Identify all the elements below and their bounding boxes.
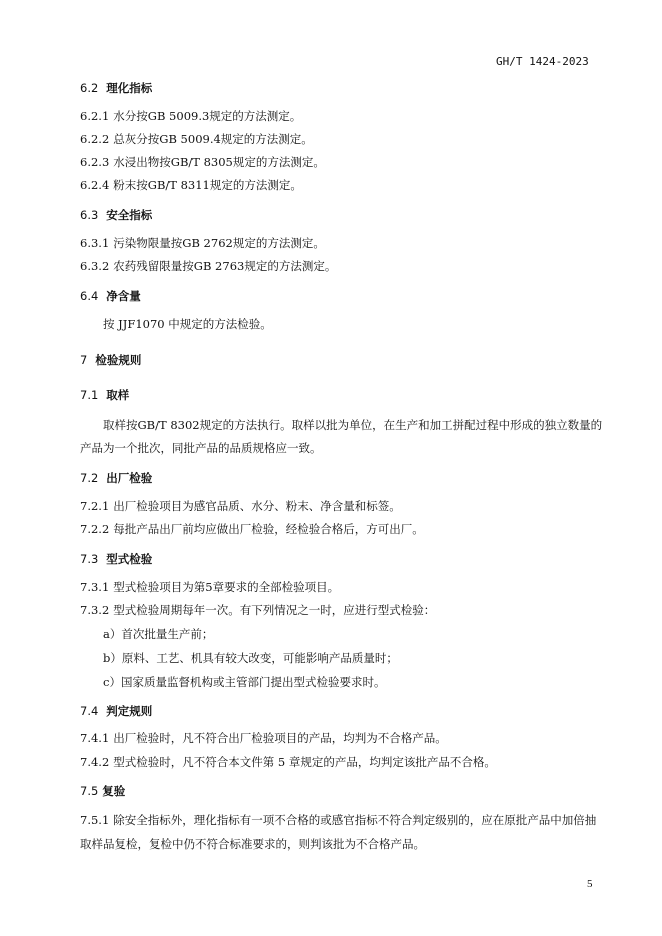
heading-7-4 [80,703,152,719]
clause-number: 6.2.2 [80,132,110,146]
page-number: 5 [587,878,593,890]
clause-text: 粉末按GB/T 8311规定的方法测定。 [113,178,302,192]
list-text: 首次批量生产前； [121,627,214,641]
clause-7-2-1 [80,498,401,514]
section-number: 7.5 [80,784,99,798]
section-title: 判定规则 [106,704,153,718]
heading-7-1 [80,387,129,403]
clause-number: 7.4.2 [80,755,110,769]
clause-7-3-2 [80,602,435,618]
clause-text: 每批产品出厂前均应做出厂检验，经检验合格后，方可出厂。 [113,522,424,536]
section-title: 出厂检验 [106,471,153,485]
clause-number: 7.5.1 [80,813,110,827]
list-item-a [103,626,213,642]
list-marker: b） [103,651,122,665]
clause-number: 6.3.2 [80,259,110,273]
list-marker: c） [103,675,121,689]
section-title: 安全指标 [106,208,153,222]
list-item-c [103,674,385,690]
clause-number: 7.4.1 [80,731,110,745]
heading-6-3 [80,207,152,223]
section-number: 7 [80,353,88,367]
section-number: 6.4 [80,289,99,303]
paragraph-7-1-line1: 取样按GB/T 8302规定的方法执行。取样以批为单位，在生产和加工拼配过程中形成的独立数量的 [103,418,603,432]
section-number: 7.4 [80,704,99,718]
section-number: 7.3 [80,552,99,566]
clause-number: 7.2.1 [80,499,110,513]
heading-7-3 [80,551,152,567]
section-title: 复验 [102,784,126,798]
section-number: 6.2 [80,81,99,95]
clause-6-2-2 [80,131,313,147]
clause-7-4-2 [80,754,496,770]
clause-number: 6.3.1 [80,236,110,250]
clause-number: 6.2.3 [80,155,110,169]
clause-6-3-1 [80,235,325,251]
heading-7 [80,352,141,368]
section-number: 7.1 [80,388,99,402]
list-text: 国家质量监督机构或主管部门提出型式检验要求时。 [120,675,386,689]
clause-text: 出厂检验项目为感官品质、水分、粉末、净含量和标签。 [113,499,401,513]
paragraph-7-1-line2: 产品为一个批次，同批产品的品质规格应一致。 [80,441,322,455]
clause-7-3-1 [80,579,339,595]
clause-number: 7.3.1 [80,580,110,594]
clause-text: 水浸出物按GB/T 8305规定的方法测定。 [113,155,325,169]
clause-number: 7.2.2 [80,522,110,536]
paragraph-6-4: 按 JJF1070 中规定的方法检验。 [103,317,272,331]
clause-text: 除安全指标外，理化指标有一项不合格的或感官指标不符合判定级别的，应在原批产品中加倍抽 [113,813,597,827]
section-number: 7.2 [80,471,99,485]
clause-7-5-1-line1 [80,812,596,828]
clause-number: 6.2.4 [80,178,110,192]
section-title: 型式检验 [106,552,153,566]
clause-number: 7.3.2 [80,603,110,617]
clause-text: 出厂检验时，凡不符合出厂检验项目的产品，均判为不合格产品。 [113,731,447,745]
section-title: 检验规则 [95,353,142,367]
clause-6-2-1 [80,108,301,124]
list-marker: a） [103,627,122,641]
heading-7-5 [80,783,125,799]
list-text: 原料、工艺、机具有较大改变，可能影响产品质量时； [121,651,398,665]
heading-6-2 [80,80,152,96]
heading-7-2 [80,470,152,486]
clause-text: 型式检验周期每年一次。有下列情况之一时，应进行型式检验： [113,603,436,617]
clause-text: 农药残留限量按GB 2763规定的方法测定。 [113,259,337,273]
clause-6-2-4 [80,177,302,193]
list-item-b [103,650,398,666]
clause-number: 6.2.1 [80,109,110,123]
section-title: 理化指标 [106,81,153,95]
heading-6-4 [80,288,141,304]
clause-text: 污染物限量按GB 2762规定的方法测定。 [113,236,325,250]
clause-text: 总灰分按GB 5009.4规定的方法测定。 [113,132,313,146]
clause-7-4-1 [80,730,447,746]
clause-text: 水分按GB 5009.3规定的方法测定。 [113,109,302,123]
clause-text: 型式检验项目为第5章要求的全部检验项目。 [113,580,340,594]
clause-6-2-3 [80,154,325,170]
clause-6-3-2 [80,258,336,274]
section-title: 取样 [106,388,130,402]
clause-7-5-1-line2: 取样品复检，复检中仍不符合标准要求的，则判该批为不合格产品。 [80,837,425,851]
clause-7-2-2 [80,521,424,537]
standard-code: GH/T 1424-2023 [496,55,589,68]
clause-text: 型式检验时，凡不符合本文件第 5 章规定的产品，均判定该批产品不合格。 [113,755,496,769]
section-title: 净含量 [106,289,141,303]
section-number: 6.3 [80,208,99,222]
